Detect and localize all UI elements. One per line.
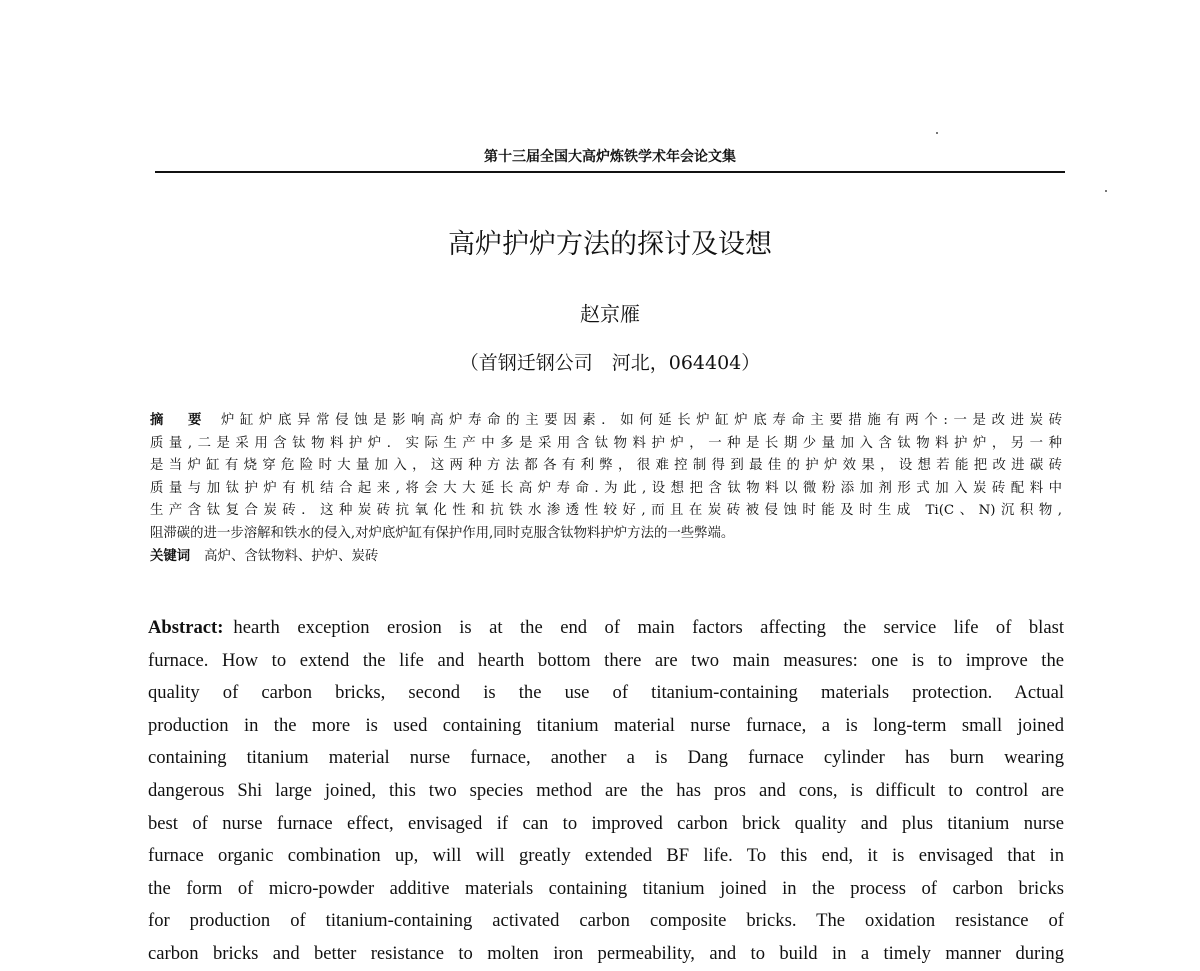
abstract-line: the form of micro-powder additive materials containing titanium joined in the process of carbon bricks [148,877,1064,899]
author: 赵京雁 [580,302,640,326]
abstract-line: 阻滞碳的进一步溶解和铁水的侵入,对炉底炉缸有保护作用,同时克服含钛物料护炉方法的一些弊端。 [150,525,735,541]
paper-title: 高炉护炉方法的探讨及设想 [448,229,772,260]
abstract-line: 摘 要 炉缸炉底异常侵蚀是影响高炉寿命的主要因素．如何延长炉缸炉底寿命主要措施有两个:一是改进炭砖 [150,413,1062,428]
abstract-label: 摘 要 [150,413,208,428]
abstract-line: dangerous Shi large joined, this two species method are the has pros and cons, is difficult to control are [148,779,1064,801]
abstract-line: containing titanium material nurse furnace, another a is Dang furnace cylinder has burn wearing [148,747,1064,769]
abstract-line: 质量与加钛护炉有机结合起来,将会大大延长高炉寿命.为此,设想把含钛物料以微粉添加剂形式加入炭砖配料中 [150,480,1062,496]
abstract-line: 是当炉缸有烧穿危险时大量加入，这两种方法都各有利弊，很难控制得到最佳的护炉效果，设想若能把改进碳砖 [150,458,1062,474]
header-rule [155,171,1065,173]
abstract-line: for production of titanium-containing activated carbon composite bricks. The oxidation resistance of [148,910,1064,932]
abstract-line: best of nurse furnace effect, envisaged if can to improved carbon brick quality and plus titanium nurse [148,812,1064,834]
keywords-label: 关键词 [150,548,191,564]
abstract-line: quality of carbon bricks, second is the use of titanium-containing materials protection. Actual [148,682,1064,704]
affiliation: （首钢迁钢公司 河北，064404） [459,352,761,374]
keywords: 关键词 高炉、含钛物料、护炉、炭砖 [150,548,379,564]
scan-speck [936,132,938,134]
chinese-abstract [150,410,1062,568]
abstract-line: Abstract: hearth exception erosion is at the end of main factors affecting the service life of blast [148,617,1064,638]
abstract-line: carbon bricks and better resistance to molten iron permeability, and to build in a timely manner during [148,942,1064,964]
running-header: 第十三届全国大高炉炼铁学术年会论文集 [484,149,736,165]
abstract-line: furnace organic combination up, will will greatly extended BF life. To this end, it is envisaged that in [148,845,1064,867]
scan-speck [1105,190,1107,192]
abstract-label: Abstract: [148,617,224,638]
abstract-line: 质量,二是采用含钛物料护炉．实际生产中多是采用含钛物料护炉，一种是长期少量加入含钛物料护炉，另一种 [150,435,1062,451]
english-abstract [148,612,1064,971]
abstract-line: production in the more is used containing titanium material nurse furnace, a is long-term small joined [148,714,1064,736]
abstract-line: 生产含钛复合炭砖．这种炭砖抗氧化性和抗铁水渗透性较好,而且在炭砖被侵蚀时能及时生成 Ti(C、N)沉积物, [150,503,1062,519]
abstract-line: furnace. How to extend the life and hearth bottom there are two main measures: one is to improve the [148,649,1064,671]
